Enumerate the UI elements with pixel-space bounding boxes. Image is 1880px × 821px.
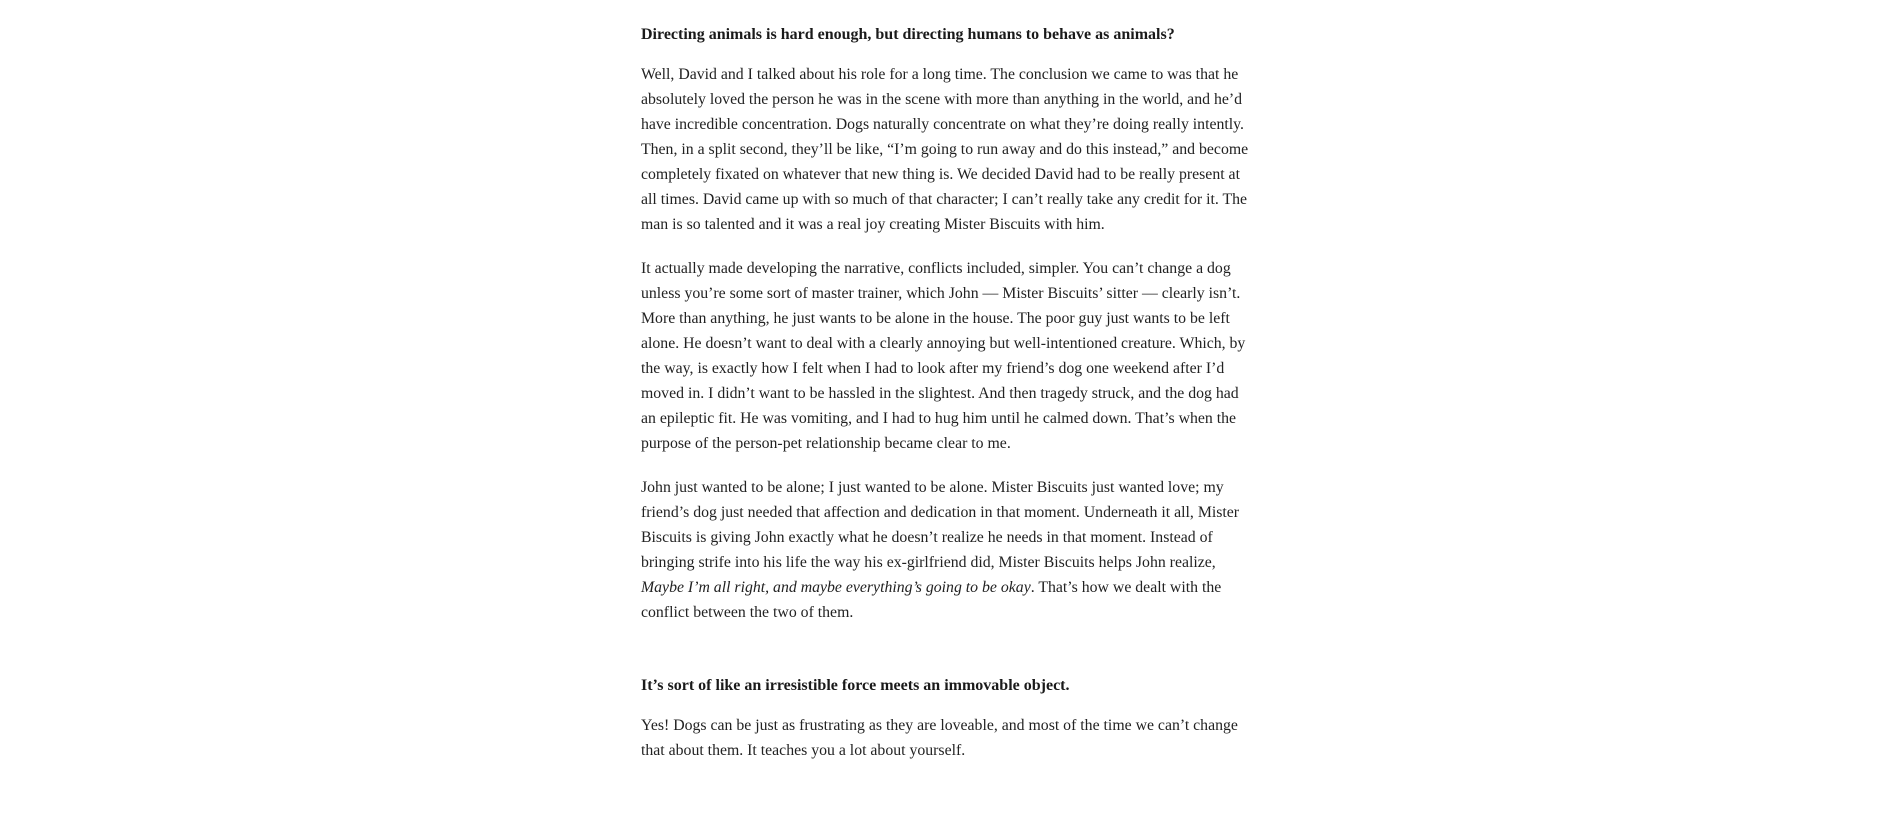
answer-paragraph-3 bbox=[641, 475, 1251, 625]
answer-paragraph-3-start: John just wanted to be alone; I just wanted to be alone. Mister Biscuits just wanted love; my friend’s dog just needed that affection and dedication in that moment. Underneath it all, Mister Biscuits is giving John exactly what he doesn’t realize he needs in that moment. Instead of bringing strife into his life the way his ex-girlfriend did, Mister Biscuits helps John realize, bbox=[641, 479, 1240, 571]
answer-paragraph-2: It actually made developing the narrative, conflicts included, simpler. You can’t change a dog unless you’re some sort of master trainer, which John — Mister Biscuits’ sitter — clearly isn’t. More than anything, he just wants to be alone in the house. The poor guy just wants to be left alone. He doesn’t want to deal with a clearly annoying but well-intentioned creature. Which, by the way, is exactly how I felt when I had to look after my friend’s dog one weekend after I’d moved in. I didn’t want to be hassled in the slightest. And then tragedy struck, and the dog had an epileptic fit. He was vomiting, and I had to hug him until he calmed down. That’s when the purpose of the person-pet relationship became clear to me. bbox=[641, 260, 1246, 452]
answer-paragraph-3-italic: Maybe I’m all right, and maybe everything’s going to be okay bbox=[641, 579, 1031, 596]
interview-question-2: It’s sort of like an irresistible force meets an immovable object. bbox=[641, 677, 1070, 694]
answer-paragraph-4: Yes! Dogs can be just as frustrating as they are loveable, and most of the time we can’t change that about them. It teaches you a lot about yourself. bbox=[641, 717, 1238, 759]
answer-paragraph-3-end: . That’s how we dealt with the conflict between the two of them. bbox=[641, 579, 1222, 621]
interview-question-1: Directing animals is hard enough, but directing humans to behave as animals? bbox=[641, 26, 1175, 43]
answer-paragraph-1: Well, David and I talked about his role for a long time. The conclusion we came to was that he absolutely loved the person he was in the scene with more than anything in the world, and he’d have incredible concentration. Dogs naturally concentrate on what they’re doing really intently. Then, in a split second, they’ll be like, “I’m going to run away and do this instead,” and become completely fixated on whatever that new thing is. We decided David had to be really present at all times. David came up with so much of that character; I can’t really take any credit for it. The man is so talented and it was a real joy creating Mister Biscuits with him. bbox=[641, 66, 1249, 233]
article-body bbox=[641, 22, 1251, 782]
